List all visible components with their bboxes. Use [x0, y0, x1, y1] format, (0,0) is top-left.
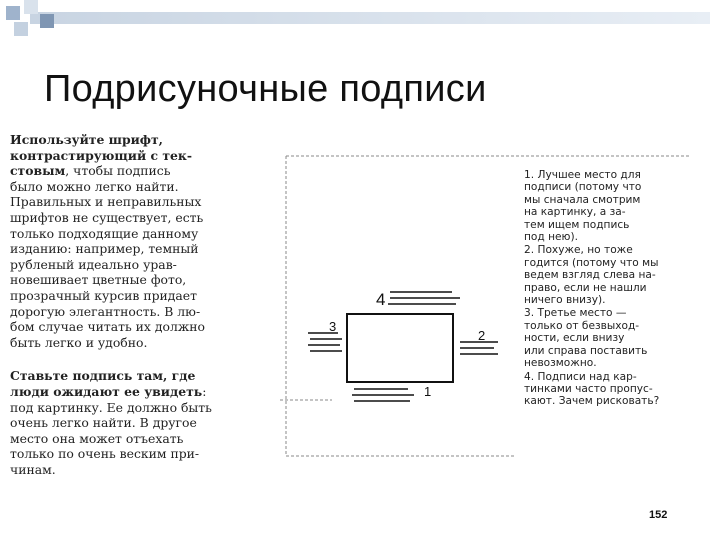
- text-fragment: , чтобы подпись: [65, 163, 171, 179]
- caption-rules-list: [524, 169, 704, 409]
- label-3: 3: [329, 319, 337, 334]
- list-item: [524, 307, 704, 369]
- text-fragment: :: [202, 383, 207, 399]
- label-1: 1: [424, 384, 432, 399]
- bold-line: Ставьте подпись там, где: [10, 368, 196, 384]
- text-line: под картинку. Ее должно быть: [10, 399, 212, 415]
- list-line: годится (потому что мы: [524, 256, 659, 269]
- list-line: под нею).: [524, 231, 578, 244]
- text-line: только по очень веским при-: [10, 446, 200, 462]
- list-line: только от безвыход-: [524, 319, 640, 332]
- text-line: Правильных и неправильных: [10, 194, 202, 210]
- caption-right-lines: [460, 342, 498, 354]
- label-2: 2: [478, 328, 486, 343]
- paragraph-fonts: [10, 132, 272, 350]
- page-title: Подрисуночные подписи: [44, 68, 487, 110]
- text-line: было можно легко найти.: [10, 178, 179, 194]
- text-line: чинам.: [10, 461, 56, 477]
- list-line: ничего внизу).: [524, 294, 606, 307]
- list-line: кают. Зачем рисковать?: [524, 395, 660, 408]
- text-line: шрифтов не существует, есть: [10, 209, 204, 225]
- list-line: 2. Похуже, но тоже: [524, 244, 633, 257]
- list-line: ности, если внизу: [524, 332, 625, 345]
- text-line: только подходящие данному: [10, 225, 199, 241]
- list-line: тинками часто пропус-: [524, 382, 653, 395]
- text-line: изданию: например, темный: [10, 241, 199, 257]
- caption-left-lines: [308, 333, 342, 351]
- paragraph-placement: [10, 368, 272, 477]
- deco-square: [14, 22, 28, 36]
- list-line: или справа поставить: [524, 344, 648, 357]
- label-4: 4: [376, 290, 386, 309]
- text-line: бом случае читать их должно: [10, 319, 205, 335]
- deco-square: [24, 0, 38, 14]
- list-line: ведем взгляд слева на-: [524, 269, 656, 282]
- list-line: мы сначала смотрим: [524, 193, 641, 206]
- picture-box: [347, 314, 453, 382]
- deco-square: [40, 14, 54, 28]
- list-line: 1. Лучшее место для: [524, 169, 641, 181]
- caption-above-lines: [388, 292, 460, 304]
- list-line: на картинку, а за-: [524, 206, 626, 219]
- text-line: прозрачный курсив придает: [10, 287, 197, 303]
- list-item: [524, 371, 704, 408]
- bold-fragment: люди ожидают ее увидеть: [10, 383, 203, 399]
- text-line: рубленый идеально урав-: [10, 256, 177, 272]
- list-line: подписи (потому что: [524, 181, 642, 194]
- text-line: очень легко найти. В другое: [10, 415, 197, 431]
- list-line: тем ищем подпись: [524, 218, 630, 231]
- list-line: 3. Третье место —: [524, 307, 627, 320]
- list-line: право, если не нашли: [524, 281, 647, 294]
- bold-line: контрастирующий с тек-: [10, 147, 192, 163]
- text-line: новешивает цветные фото,: [10, 272, 187, 288]
- left-text-column: [10, 132, 272, 477]
- page-number: 152: [649, 509, 668, 521]
- text-line: место она может отъехать: [10, 430, 184, 446]
- text-line: быть легко и удобно.: [10, 334, 148, 350]
- list-item: [524, 244, 704, 306]
- text-line: дорогую элегантность. В лю-: [10, 303, 201, 319]
- list-line: невозможно.: [524, 357, 597, 370]
- deco-square: [6, 6, 20, 20]
- bold-line: Используйте шрифт,: [10, 132, 163, 147]
- list-line: 4. Подписи над кар-: [524, 370, 637, 383]
- text-line: [10, 163, 272, 179]
- list-item: [524, 169, 704, 243]
- bold-fragment: стовым: [10, 163, 66, 179]
- header-bar: [30, 12, 710, 24]
- caption-below-lines: [352, 389, 414, 401]
- text-line: [10, 384, 272, 400]
